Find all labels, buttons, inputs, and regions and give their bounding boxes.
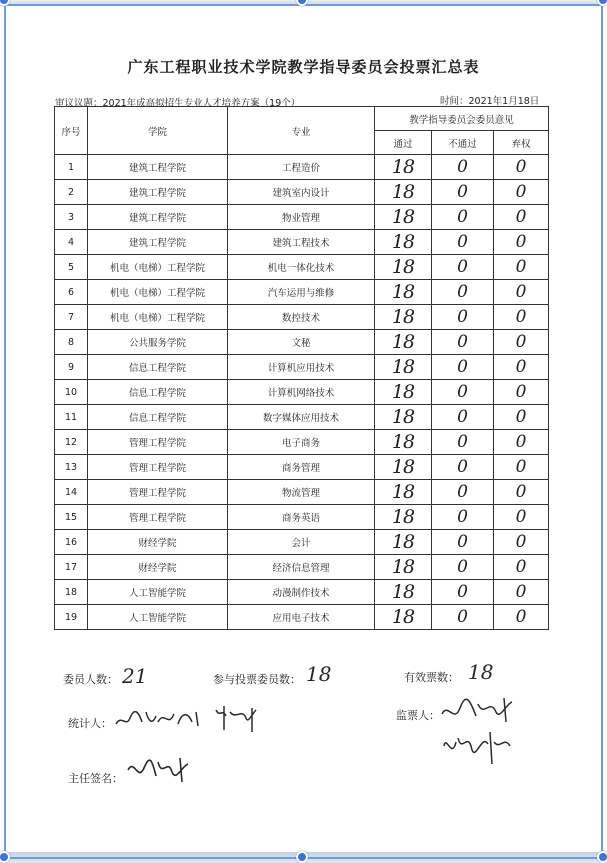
table-row: [55, 580, 549, 605]
cell-seq: 11: [55, 405, 88, 430]
document-title: 广东工程职业技术学院教学指导委员会投票汇总表: [127, 58, 480, 76]
cell-pass: 18: [375, 330, 432, 355]
vote-table-body: [55, 155, 549, 630]
table-row: [55, 480, 549, 505]
header-opinion-group: 教学指导委员会委员意见: [375, 107, 549, 131]
cell-abstain: 0: [494, 480, 549, 505]
cell-major: 电子商务: [228, 430, 375, 455]
valid-count: [404, 669, 459, 685]
cell-pass: 18: [375, 405, 432, 430]
table-row: [55, 405, 549, 430]
cell-fail: 0: [432, 580, 494, 605]
vote-table-header: [55, 107, 549, 155]
cell-abstain: 0: [494, 430, 549, 455]
header-fail: 不通过: [432, 131, 494, 155]
cell-pass: 18: [375, 205, 432, 230]
cell-major: 动漫制作技术: [228, 580, 375, 605]
cell-pass: 18: [375, 255, 432, 280]
cell-college: 建筑工程学院: [88, 155, 228, 180]
cell-abstain: 0: [494, 380, 549, 405]
cell-college: 机电（电梯）工程学院: [88, 280, 228, 305]
cell-abstain: 0: [494, 355, 549, 380]
cell-pass: 18: [375, 455, 432, 480]
cell-major: 物流管理: [228, 480, 375, 505]
date-line: 时间：2021年1月18日: [440, 96, 540, 107]
cell-college: 建筑工程学院: [88, 205, 228, 230]
table-row: [55, 380, 549, 405]
cell-fail: 0: [432, 530, 494, 555]
table-row: [55, 255, 549, 280]
cell-major: 计算机网络技术: [228, 380, 375, 405]
cell-fail: 0: [432, 230, 494, 255]
cell-fail: 0: [432, 505, 494, 530]
cell-college: 建筑工程学院: [88, 230, 228, 255]
cell-seq: 3: [55, 205, 88, 230]
cell-major: 会计: [228, 530, 375, 555]
cell-pass: 18: [375, 180, 432, 205]
cell-fail: 0: [432, 405, 494, 430]
cell-fail: 0: [432, 555, 494, 580]
cell-major: 文秘: [228, 330, 375, 355]
cell-fail: 0: [432, 380, 494, 405]
cell-abstain: 0: [494, 455, 549, 480]
cell-seq: 10: [55, 380, 88, 405]
cell-pass: 18: [375, 430, 432, 455]
voting-count: [213, 671, 301, 687]
cell-abstain: 0: [494, 605, 549, 630]
cell-abstain: 0: [494, 555, 549, 580]
cell-seq: 5: [55, 255, 88, 280]
cell-abstain: 0: [494, 280, 549, 305]
cell-fail: 0: [432, 355, 494, 380]
cell-seq: 18: [55, 580, 88, 605]
table-row: [55, 205, 549, 230]
cell-major: 机电一体化技术: [228, 255, 375, 280]
cell-major: 计算机应用技术: [228, 355, 375, 380]
cell-seq: 7: [55, 305, 88, 330]
cell-pass: 18: [375, 580, 432, 605]
table-row: [55, 605, 549, 630]
table-row: [55, 530, 549, 555]
cell-pass: 18: [375, 380, 432, 405]
valid-label: 有效票数：: [404, 671, 459, 684]
cell-fail: 0: [432, 455, 494, 480]
cell-seq: 2: [55, 180, 88, 205]
cell-seq: 13: [55, 455, 88, 480]
cell-pass: 18: [375, 530, 432, 555]
director-signature: [124, 752, 194, 788]
header-abstain: 弃权: [494, 131, 549, 155]
table-row: [55, 355, 549, 380]
table-row: [55, 305, 549, 330]
voting-label: 参与投票委员数：: [213, 673, 301, 686]
cell-fail: 0: [432, 205, 494, 230]
cell-college: 信息工程学院: [88, 355, 228, 380]
cell-seq: 15: [55, 505, 88, 530]
cell-fail: 0: [432, 430, 494, 455]
director-label: 主任签名：: [68, 772, 123, 785]
valid-value: 18: [468, 660, 494, 684]
table-row: [55, 155, 549, 180]
cell-pass: 18: [375, 155, 432, 180]
table-row: [55, 555, 549, 580]
cell-major: 汽车运用与维修: [228, 280, 375, 305]
cell-seq: 17: [55, 555, 88, 580]
table-row: [55, 280, 549, 305]
cell-fail: 0: [432, 480, 494, 505]
cell-fail: 0: [432, 330, 494, 355]
counter-signatures: [112, 700, 272, 736]
cell-abstain: 0: [494, 305, 549, 330]
cell-fail: 0: [432, 280, 494, 305]
members-count: [63, 671, 118, 687]
cell-seq: 1: [55, 155, 88, 180]
cell-major: 工程造价: [228, 155, 375, 180]
cell-major: 商务英语: [228, 505, 375, 530]
cell-major: 建筑室内设计: [228, 180, 375, 205]
members-label: 委员人数：: [63, 673, 118, 686]
cell-abstain: 0: [494, 580, 549, 605]
voting-value: 18: [306, 662, 332, 686]
table-row: [55, 180, 549, 205]
cell-abstain: 0: [494, 230, 549, 255]
cell-college: 信息工程学院: [88, 380, 228, 405]
cell-seq: 6: [55, 280, 88, 305]
cell-major: 物业管理: [228, 205, 375, 230]
cell-pass: 18: [375, 480, 432, 505]
cell-fail: 0: [432, 255, 494, 280]
supervisor-signatures: [438, 694, 538, 774]
cell-major: 数字媒体应用技术: [228, 405, 375, 430]
subject-line: 审议议题：2021年成高拟招生专业人才培养方案（19个）: [55, 98, 301, 109]
header-major: 专业: [228, 107, 375, 155]
header-seq: 序号: [55, 107, 88, 155]
table-row: [55, 330, 549, 355]
cell-abstain: 0: [494, 330, 549, 355]
cell-fail: 0: [432, 605, 494, 630]
cell-seq: 14: [55, 480, 88, 505]
cell-major: 经济信息管理: [228, 555, 375, 580]
cell-seq: 8: [55, 330, 88, 355]
cell-major: 商务管理: [228, 455, 375, 480]
cell-pass: 18: [375, 555, 432, 580]
cell-college: 信息工程学院: [88, 405, 228, 430]
cell-college: 财经学院: [88, 555, 228, 580]
supervisor-label: 监票人：: [396, 709, 440, 722]
table-row: [55, 505, 549, 530]
members-value: 21: [122, 664, 148, 688]
cell-college: 机电（电梯）工程学院: [88, 255, 228, 280]
cell-abstain: 0: [494, 180, 549, 205]
cell-major: 应用电子技术: [228, 605, 375, 630]
cell-abstain: 0: [494, 255, 549, 280]
cell-seq: 9: [55, 355, 88, 380]
crop-handle-bottom-right[interactable]: [597, 851, 607, 863]
cell-pass: 18: [375, 280, 432, 305]
cell-pass: 18: [375, 355, 432, 380]
header-pass: 通过: [375, 131, 432, 155]
cell-college: 人工智能学院: [88, 580, 228, 605]
cell-college: 管理工程学院: [88, 430, 228, 455]
cell-seq: 16: [55, 530, 88, 555]
cell-college: 公共服务学院: [88, 330, 228, 355]
cell-fail: 0: [432, 155, 494, 180]
cell-seq: 19: [55, 605, 88, 630]
cell-college: 管理工程学院: [88, 505, 228, 530]
cell-abstain: 0: [494, 505, 549, 530]
cell-major: 建筑工程技术: [228, 230, 375, 255]
cell-pass: 18: [375, 230, 432, 255]
cell-fail: 0: [432, 180, 494, 205]
vote-table: [54, 106, 549, 630]
cell-college: 管理工程学院: [88, 480, 228, 505]
cell-college: 建筑工程学院: [88, 180, 228, 205]
header-college: 学院: [88, 107, 228, 155]
cell-abstain: 0: [494, 205, 549, 230]
cell-college: 机电（电梯）工程学院: [88, 305, 228, 330]
cell-college: 财经学院: [88, 530, 228, 555]
cell-college: 管理工程学院: [88, 455, 228, 480]
counter-label: 统计人：: [68, 717, 112, 730]
cell-major: 数控技术: [228, 305, 375, 330]
cell-abstain: 0: [494, 405, 549, 430]
cell-abstain: 0: [494, 155, 549, 180]
cell-pass: 18: [375, 605, 432, 630]
table-row: [55, 455, 549, 480]
cell-pass: 18: [375, 305, 432, 330]
cell-pass: 18: [375, 505, 432, 530]
cell-seq: 4: [55, 230, 88, 255]
table-row: [55, 430, 549, 455]
cell-seq: 12: [55, 430, 88, 455]
cell-fail: 0: [432, 305, 494, 330]
cell-college: 人工智能学院: [88, 605, 228, 630]
cell-abstain: 0: [494, 530, 549, 555]
crop-handle-bottom-center[interactable]: [296, 851, 308, 863]
table-row: [55, 230, 549, 255]
